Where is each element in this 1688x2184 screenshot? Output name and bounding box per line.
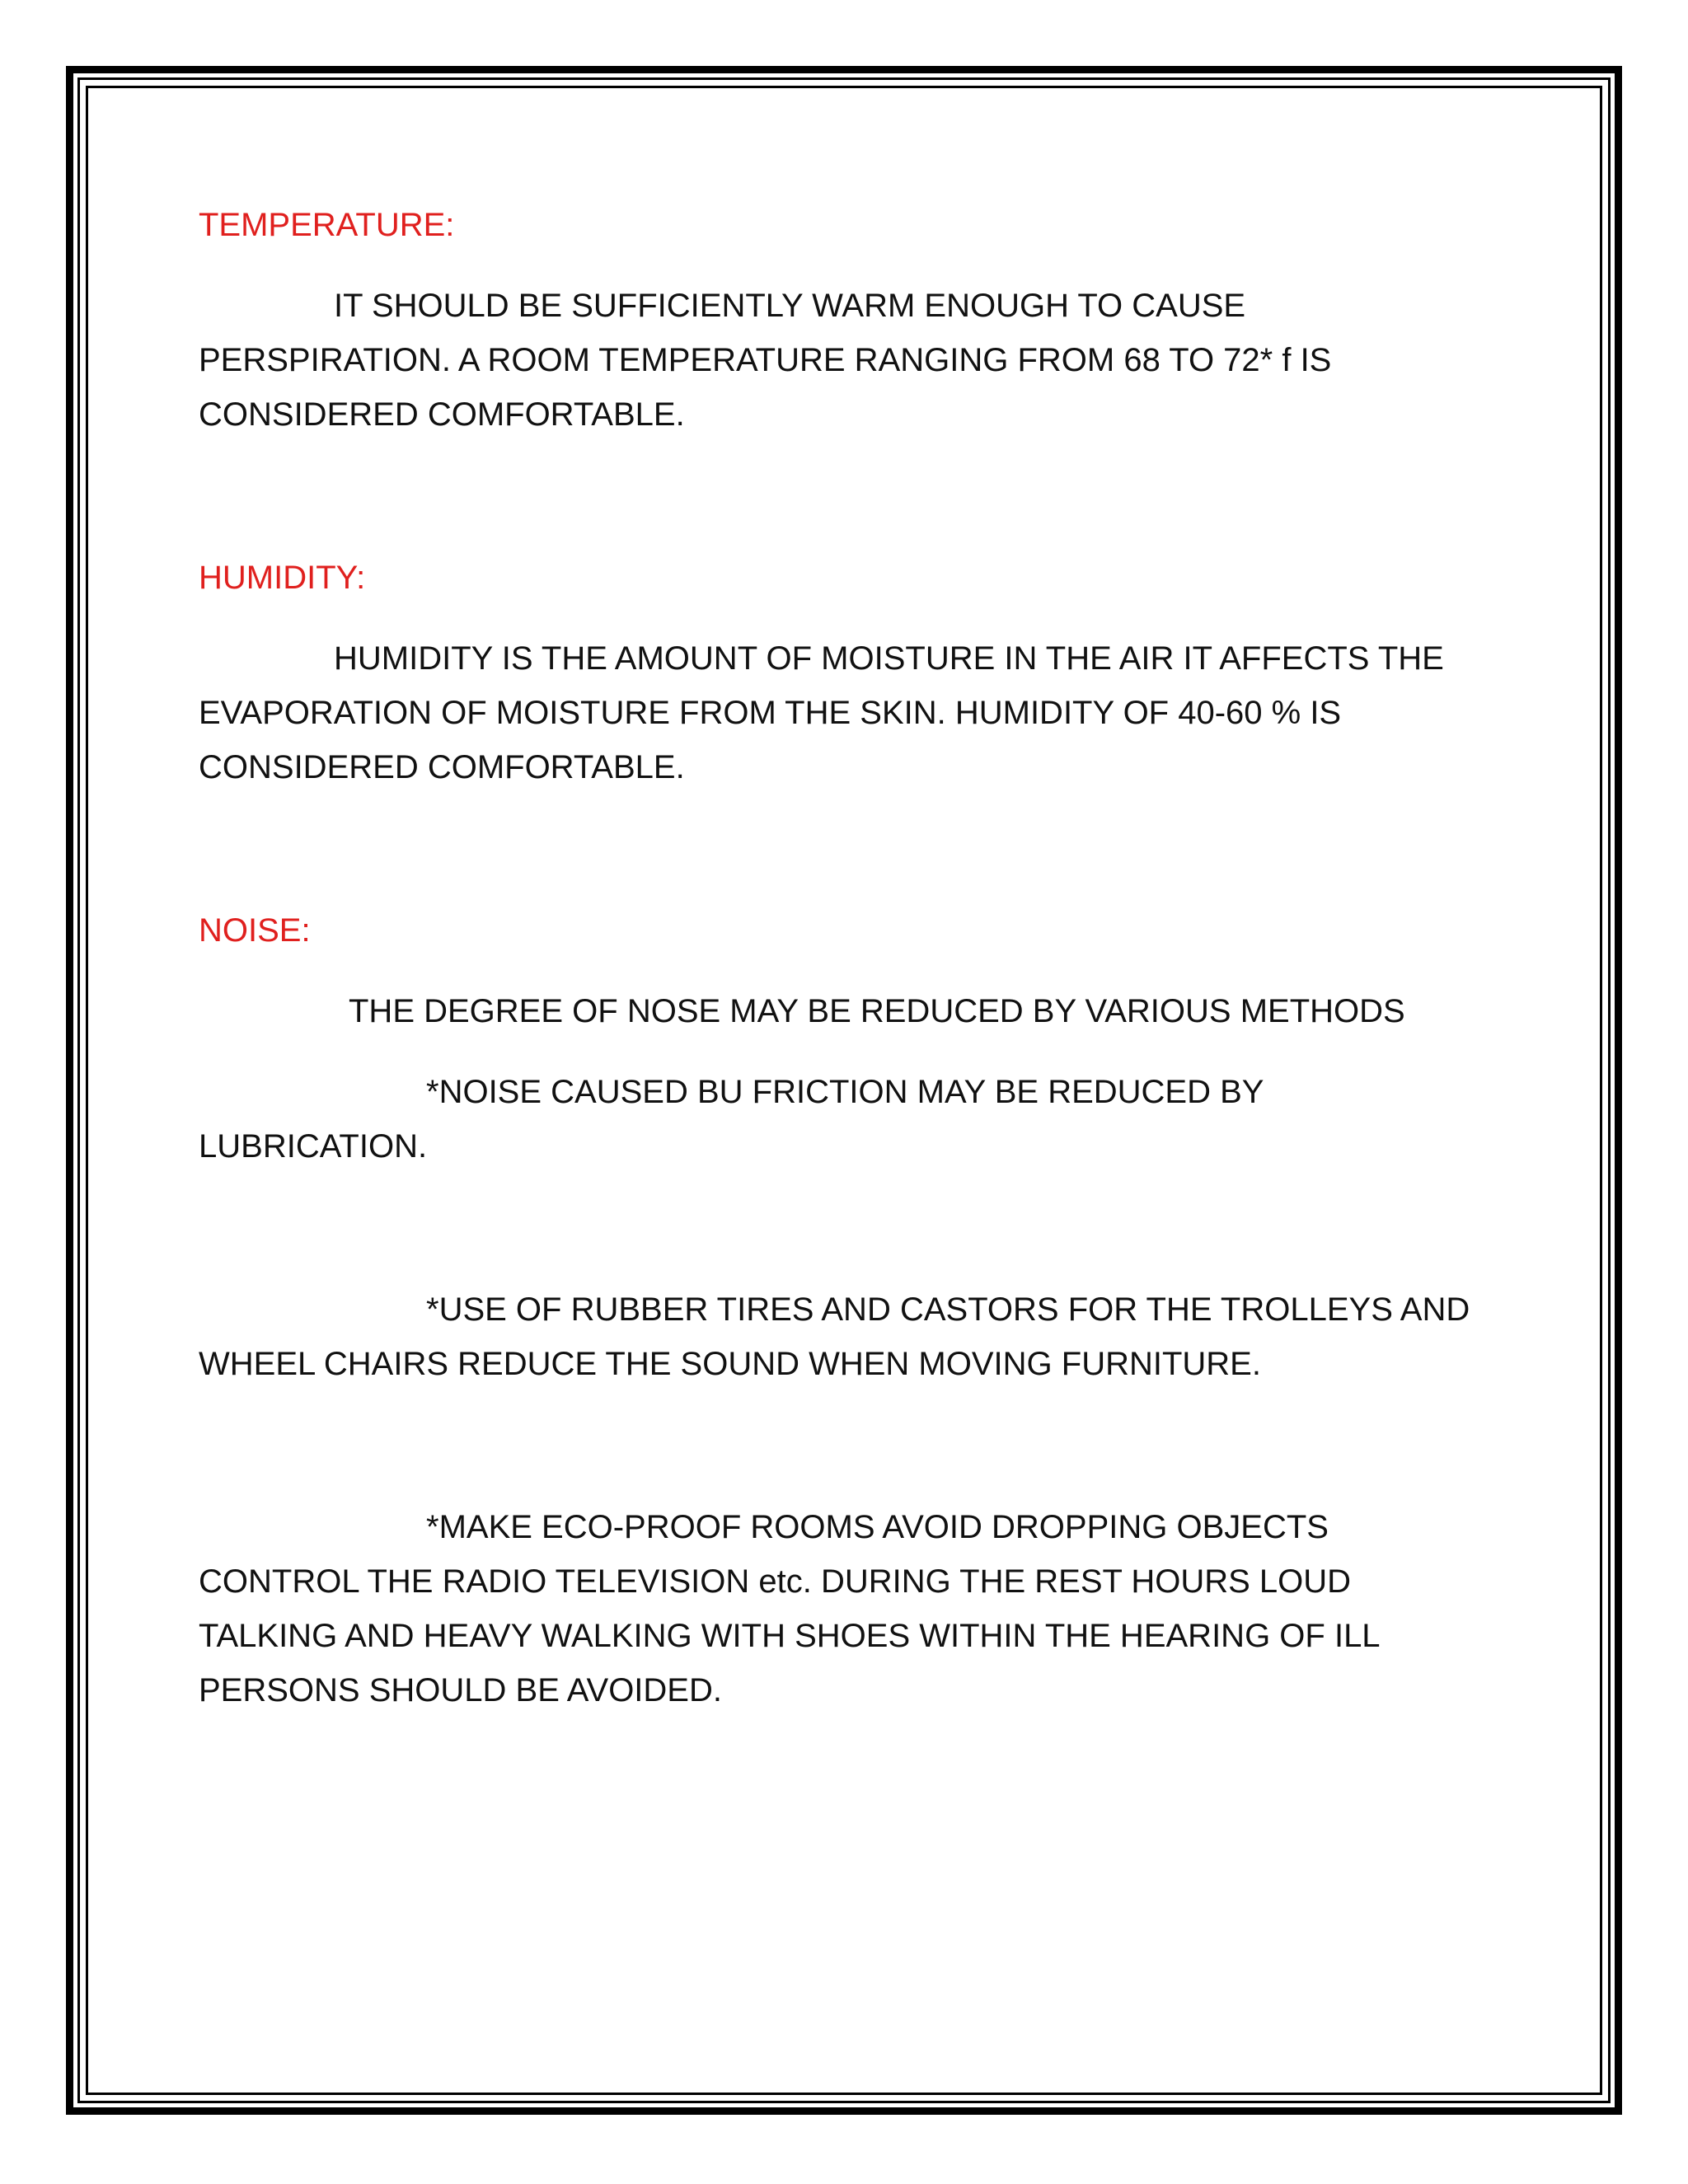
noise-intro: THE DEGREE OF NOSE MAY BE REDUCED BY VARIOUS METHODS [349, 993, 1405, 1029]
section-temperature [199, 198, 1493, 442]
section-heading-temperature: TEMPERATURE: [199, 207, 455, 243]
document-body [199, 198, 1493, 1718]
section-body-humidity: HUMIDITY IS THE AMOUNT OF MOISTURE IN THE AIR IT AFFECTS THE EVAPORATION OF MOISTURE FROM THE SKIN. HUMIDITY OF 40-60 % IS CONSIDERED COMFORTABLE. [199, 640, 1444, 785]
section-heading-noise: NOISE: [199, 912, 311, 949]
section-heading-humidity: HUMIDITY: [199, 560, 366, 596]
section-body-temperature: IT SHOULD BE SUFFICIENTLY WARM ENOUGH TO CAUSE PERSPIRATION. A ROOM TEMPERATURE RANGING FROM 68 TO 72* f IS CONSIDERED COMFORTABLE. [199, 288, 1332, 433]
section-humidity [199, 551, 1493, 794]
noise-point: *USE OF RUBBER TIRES AND CASTORS FOR THE TROLLEYS AND WHEEL CHAIRS REDUCE THE SOUND WHEN MOVING FURNITURE. [199, 1291, 1470, 1382]
noise-point: *MAKE ECO-PROOF ROOMS AVOID DROPPING OBJECTS CONTROL THE RADIO TELEVISION etc. DURING THE REST HOURS LOUD TALKING AND HEAVY WALKING WITH SHOES WITHIN THE HEARING OF ILL PERSONS SHOULD BE AVOIDED. [199, 1509, 1380, 1708]
section-noise [199, 903, 1493, 1718]
noise-point: *NOISE CAUSED BU FRICTION MAY BE REDUCED BY LUBRICATION. [199, 1074, 1264, 1165]
